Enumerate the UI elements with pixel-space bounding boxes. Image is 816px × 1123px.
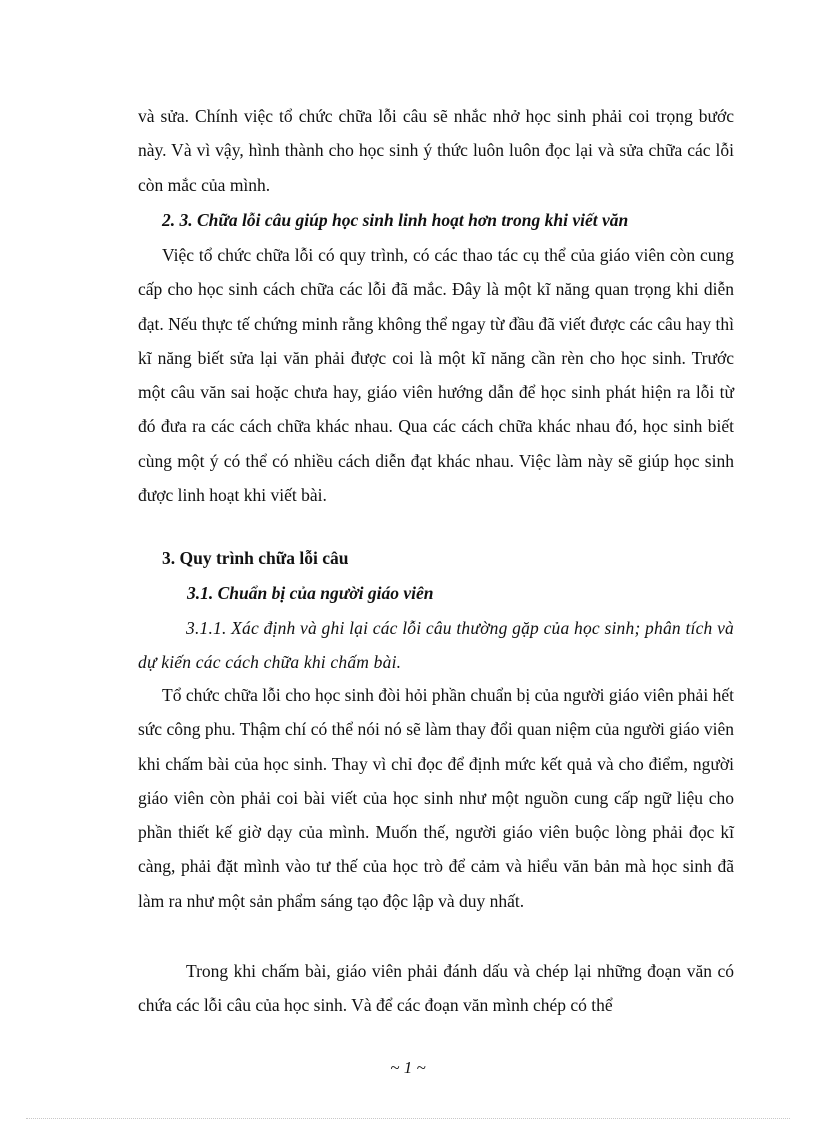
heading-2-3: 2. 3. Chữa lỗi câu giúp học sinh linh hoạt hơn trong khi viết văn bbox=[162, 210, 629, 230]
page-bottom-divider bbox=[26, 1118, 790, 1119]
heading-3-1-1: 3.1.1. Xác định và ghi lại các lỗi câu thường gặp của học sinh; phân tích và dự kiến các cách chữa khi chấm bài. bbox=[138, 618, 734, 673]
page-number: ~ 1 ~ bbox=[390, 1058, 426, 1077]
paragraph-continuation: và sửa. Chính việc tổ chức chữa lỗi câu sẽ nhắc nhở học sinh phải coi trọng bước này. Và vì vậy, hình thành cho học sinh ý thức luôn luôn đọc lại và sửa chữa các lỗi còn mắc của mình. bbox=[138, 106, 734, 195]
paragraph-3-1-1-body: Tổ chức chữa lỗi cho học sinh đòi hỏi phần chuẩn bị của người giáo viên phải hết sức công phu. Thậm chí có thể nói nó sẽ làm thay đổi quan niệm của người giáo viên khi chấm bài của học sinh. Thay vì chỉ đọc để định mức kết quả và cho điểm, người giáo viên còn phải coi bài viết của học sinh như một nguồn cung cấp ngữ liệu cho phần thiết kế giờ dạy của mình. Muốn thế, người giáo viên buộc lòng phải đọc kĩ càng, phải đặt mình vào tư thế của học trò để cảm và hiểu văn bản mà học sinh đã làm ra như một sản phẩm sáng tạo độc lập và duy nhất. bbox=[138, 685, 734, 911]
heading-3: 3. Quy trình chữa lỗi câu bbox=[162, 548, 349, 568]
heading-3-1: 3.1. Chuẩn bị của người giáo viên bbox=[187, 583, 434, 603]
paragraph-2-3-body: Việc tổ chức chữa lỗi có quy trình, có các thao tác cụ thể của giáo viên còn cung cấp cho học sinh cách chữa các lỗi đã mắc. Đây là một kĩ năng quan trọng khi diễn đạt. Nếu thực tế chứng minh rằng không thể ngay từ đầu đã viết được các câu hay thì kĩ năng biết sửa lại văn phải được coi là một kĩ năng cần rèn cho học sinh. Trước một câu văn sai hoặc chưa hay, giáo viên hướng dẫn để học sinh phát hiện ra lỗi từ đó đưa ra các cách chữa khác nhau. Qua các cách chữa khác nhau đó, học sinh biết cùng một ý có thể có nhiều cách diễn đạt khác nhau. Việc làm này sẽ giúp học sinh được linh hoạt khi viết bài. bbox=[138, 245, 734, 506]
paragraph-3-1-1-continuation: Trong khi chấm bài, giáo viên phải đánh dấu và chép lại những đoạn văn có chứa các lỗi câu của học sinh. Và để các đoạn văn mình chép có thể bbox=[138, 961, 734, 1016]
